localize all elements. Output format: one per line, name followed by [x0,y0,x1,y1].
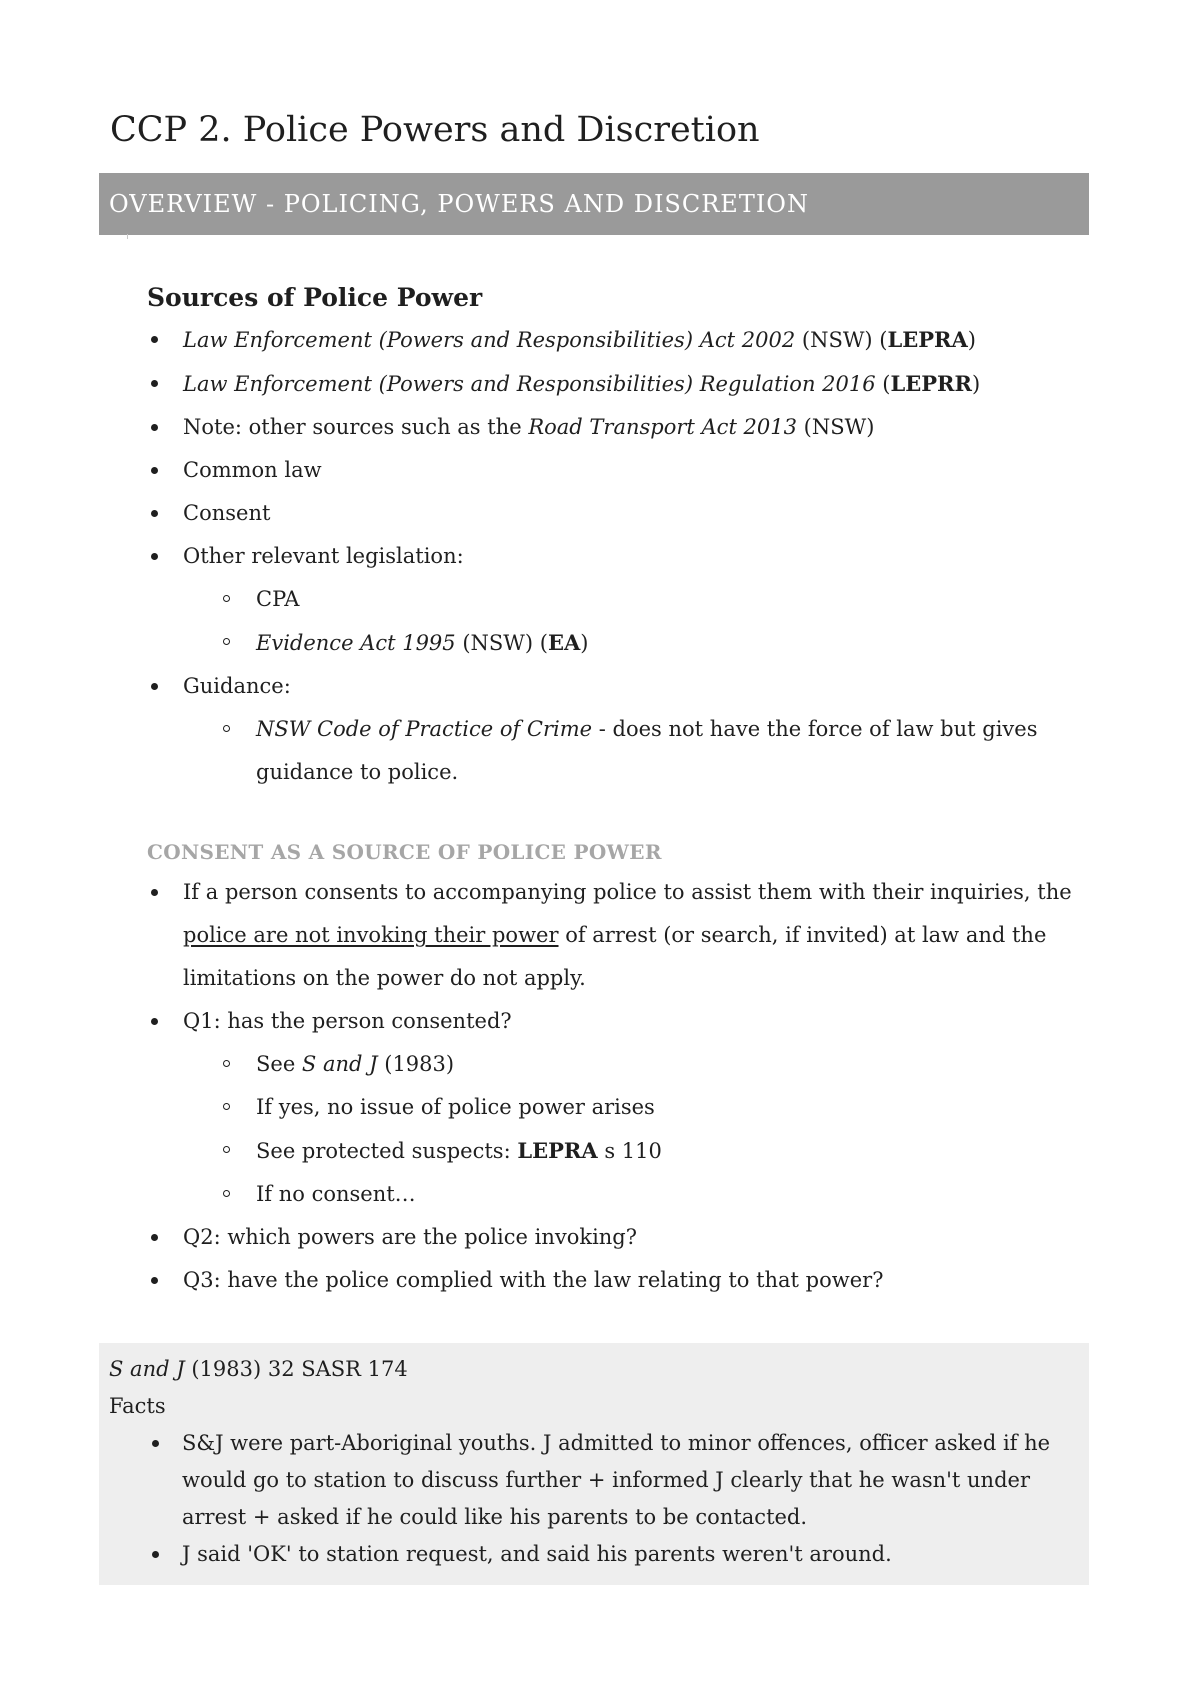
list-item: Note: other sources such as the Road Transport Act 2013 (NSW) [147,406,1077,449]
list-item: S&J were part-Aboriginal youths. J admitted to minor offences, officer asked if he would go to station to discuss further + informed J clearly that he wasn't under arrest + asked if he could like his parents to be contacted. [174,1425,1079,1536]
list-item: Q1: has the person consented? See S and J (1983) If yes, no issue of police power arises See protected suspects: LEPRA s 110 If no consent… [147,1000,1077,1216]
facts-label: Facts [109,1394,166,1418]
case-citation: S and J (1983) 32 SASR 174 [109,1357,408,1381]
sub-list [183,578,1077,665]
consent-list [147,871,1077,1302]
divider-mark [127,234,128,239]
consent-heading: CONSENT AS A SOURCE OF POLICE POWER [147,840,662,864]
list-item: Q3: have the police complied with the law relating to that power? [147,1259,1077,1302]
overview-banner [99,173,1089,235]
sources-heading: Sources of Police Power [147,283,483,312]
list-item: Consent [147,492,1077,535]
sources-list [147,318,1077,794]
list-item: Law Enforcement (Powers and Responsibilities) Act 2002 (NSW) (LEPRA) [147,318,1077,362]
sub-list-item: Evidence Act 1995 (NSW) (EA) [183,621,1077,665]
list-item: Common law [147,449,1077,492]
sub-list-item: NSW Code of Practice of Crime - does not have the force of law but gives guidance to police. [183,708,1077,794]
facts-list [174,1425,1079,1573]
sub-list-item: If yes, no issue of police power arises [183,1086,1077,1129]
list-item: Other relevant legislation: CPA Evidence Act 1995 (NSW) (EA) [147,535,1077,665]
underlined-text: police are not invoking their power [183,923,559,947]
sub-list [183,1043,1077,1216]
list-item: If a person consents to accompanying police to assist them with their inquiries, the police are not invoking their power of arrest (or search, if invited) at law and the limitations on the power do not apply. [147,871,1077,1000]
list-item: J said 'OK' to station request, and said his parents weren't around. [174,1536,1079,1573]
list-item: Guidance: NSW Code of Practice of Crime - does not have the force of law but gives guidance to police. [147,665,1077,794]
sub-list [183,708,1077,794]
banner-text: OVERVIEW - POLICING, POWERS AND DISCRETION [109,190,809,218]
page-title: CCP 2. Police Powers and Discretion [110,110,760,150]
list-item: Q2: which powers are the police invoking? [147,1216,1077,1259]
case-box [99,1343,1089,1585]
sub-list-item: See S and J (1983) [183,1043,1077,1086]
sub-list-item: See protected suspects: LEPRA s 110 [183,1129,1077,1173]
sub-list-item: CPA [183,578,1077,621]
list-item: Law Enforcement (Powers and Responsibilities) Regulation 2016 (LEPRR) [147,362,1077,406]
sub-list-item: If no consent… [183,1173,1077,1216]
